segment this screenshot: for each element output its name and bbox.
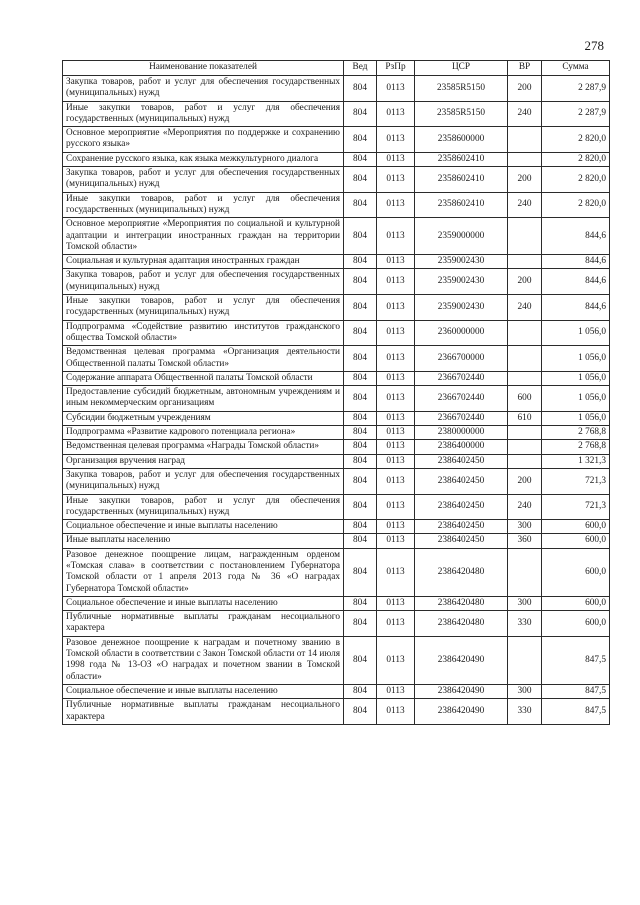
cell-csr: 2366702440 <box>415 386 508 412</box>
cell-csr: 2386420490 <box>415 636 508 684</box>
cell-rzpr: 0113 <box>377 320 415 346</box>
cell-rzpr: 0113 <box>377 494 415 520</box>
cell-vr: 200 <box>508 167 542 193</box>
cell-vr <box>508 346 542 372</box>
cell-vr: 240 <box>508 192 542 218</box>
cell-sum: 844,6 <box>542 269 610 295</box>
cell-ved: 804 <box>344 76 377 102</box>
cell-name: Закупка товаров, работ и услуг для обеспечения государственных (муниципальных) нужд <box>63 167 344 193</box>
cell-ved: 804 <box>344 520 377 534</box>
cell-vr <box>508 454 542 468</box>
table-row <box>63 596 610 610</box>
cell-vr: 360 <box>508 534 542 548</box>
cell-csr: 2386420490 <box>415 684 508 698</box>
cell-vr <box>508 127 542 153</box>
cell-ved: 804 <box>344 255 377 269</box>
cell-name: Основное мероприятие «Мероприятия по поддержке и сохранению русского языка» <box>63 127 344 153</box>
cell-rzpr: 0113 <box>377 76 415 102</box>
cell-rzpr: 0113 <box>377 699 415 725</box>
cell-sum: 847,5 <box>542 684 610 698</box>
cell-csr: 2366700000 <box>415 346 508 372</box>
cell-vr: 300 <box>508 684 542 698</box>
cell-ved: 804 <box>344 346 377 372</box>
table-row <box>63 346 610 372</box>
cell-rzpr: 0113 <box>377 520 415 534</box>
cell-csr: 2366702440 <box>415 411 508 425</box>
cell-name: Ведомственная целевая программа «Организация деятельности Общественной палаты Томской области» <box>63 346 344 372</box>
table-row <box>63 454 610 468</box>
cell-name: Закупка товаров, работ и услуг для обеспечения государственных (муниципальных) нужд <box>63 468 344 494</box>
cell-rzpr: 0113 <box>377 426 415 440</box>
cell-sum: 1 056,0 <box>542 320 610 346</box>
table-row <box>63 320 610 346</box>
cell-ved: 804 <box>344 371 377 385</box>
cell-name: Закупка товаров, работ и услуг для обеспечения государственных (муниципальных) нужд <box>63 76 344 102</box>
cell-csr: 2359000000 <box>415 218 508 255</box>
cell-sum: 600,0 <box>542 611 610 637</box>
cell-csr: 23585R5150 <box>415 101 508 127</box>
cell-rzpr: 0113 <box>377 636 415 684</box>
cell-csr: 2380000000 <box>415 426 508 440</box>
cell-name: Иные закупки товаров, работ и услуг для обеспечения государственных (муниципальных) нужд <box>63 192 344 218</box>
table-row <box>63 167 610 193</box>
cell-sum: 600,0 <box>542 534 610 548</box>
header-name: Наименование показателей <box>63 61 344 76</box>
cell-vr <box>508 440 542 454</box>
cell-rzpr: 0113 <box>377 255 415 269</box>
cell-rzpr: 0113 <box>377 386 415 412</box>
cell-ved: 804 <box>344 218 377 255</box>
cell-sum: 844,6 <box>542 255 610 269</box>
cell-sum: 2 820,0 <box>542 167 610 193</box>
cell-name: Иные закупки товаров, работ и услуг для обеспечения государственных (муниципальных) нужд <box>63 494 344 520</box>
cell-csr: 2386420480 <box>415 596 508 610</box>
cell-vr: 300 <box>508 596 542 610</box>
cell-ved: 804 <box>344 386 377 412</box>
cell-ved: 804 <box>344 494 377 520</box>
cell-rzpr: 0113 <box>377 152 415 166</box>
header-ved: Вед <box>344 61 377 76</box>
cell-ved: 804 <box>344 127 377 153</box>
cell-rzpr: 0113 <box>377 101 415 127</box>
cell-sum: 1 056,0 <box>542 346 610 372</box>
cell-rzpr: 0113 <box>377 371 415 385</box>
cell-name: Предоставление субсидий бюджетным, автономным учреждениям и иным некоммерческим организациям <box>63 386 344 412</box>
cell-sum: 2 768,8 <box>542 426 610 440</box>
cell-csr: 2359002430 <box>415 295 508 321</box>
table-row <box>63 520 610 534</box>
cell-name: Закупка товаров, работ и услуг для обеспечения государственных (муниципальных) нужд <box>63 269 344 295</box>
cell-name: Разовое денежное поощрение лицам, награжденным орденом «Томская слава» в соответствии с постановлением Губернатора Томской области от 1 апреля 2013 года № 36 «О наградах Губернатора Томской области» <box>63 548 344 596</box>
header-rzpr: РзПр <box>377 61 415 76</box>
cell-rzpr: 0113 <box>377 611 415 637</box>
cell-ved: 804 <box>344 320 377 346</box>
cell-rzpr: 0113 <box>377 127 415 153</box>
cell-ved: 804 <box>344 699 377 725</box>
cell-vr <box>508 548 542 596</box>
table-row <box>63 192 610 218</box>
cell-csr: 2386402450 <box>415 494 508 520</box>
table-row <box>63 699 610 725</box>
table-row <box>63 218 610 255</box>
cell-vr: 200 <box>508 76 542 102</box>
cell-rzpr: 0113 <box>377 440 415 454</box>
table-row <box>63 371 610 385</box>
table-row <box>63 468 610 494</box>
cell-vr <box>508 636 542 684</box>
cell-name: Разовое денежное поощрение к наградам и почетному званию в Томской области в соответствии с Закон Томской области от 14 июля 1998 года № 13-ОЗ «О наградах и почетном звании в Томской области» <box>63 636 344 684</box>
cell-ved: 804 <box>344 596 377 610</box>
table-row <box>63 636 610 684</box>
table-row <box>63 269 610 295</box>
cell-csr: 2386420490 <box>415 699 508 725</box>
table-row <box>63 494 610 520</box>
table-row <box>63 295 610 321</box>
cell-ved: 804 <box>344 454 377 468</box>
cell-ved: 804 <box>344 269 377 295</box>
table-row <box>63 684 610 698</box>
table-row <box>63 440 610 454</box>
cell-vr <box>508 426 542 440</box>
cell-csr: 23585R5150 <box>415 76 508 102</box>
cell-csr: 2359002430 <box>415 269 508 295</box>
cell-name: Иные закупки товаров, работ и услуг для обеспечения государственных (муниципальных) нужд <box>63 295 344 321</box>
cell-ved: 804 <box>344 426 377 440</box>
cell-sum: 847,5 <box>542 636 610 684</box>
cell-name: Содержание аппарата Общественной палаты Томской области <box>63 371 344 385</box>
cell-ved: 804 <box>344 411 377 425</box>
cell-vr: 330 <box>508 611 542 637</box>
table-row <box>63 386 610 412</box>
cell-rzpr: 0113 <box>377 534 415 548</box>
cell-csr: 2358602410 <box>415 167 508 193</box>
table-row <box>63 255 610 269</box>
table-row <box>63 411 610 425</box>
table-row <box>63 611 610 637</box>
cell-name: Основное мероприятие «Мероприятия по социальной и культурной адаптации и интеграции иностранных граждан на территории Томской области» <box>63 218 344 255</box>
cell-name: Сохранение русского языка, как языка межкультурного диалога <box>63 152 344 166</box>
cell-vr: 240 <box>508 295 542 321</box>
cell-csr: 2386400000 <box>415 440 508 454</box>
cell-ved: 804 <box>344 548 377 596</box>
table-row <box>63 548 610 596</box>
cell-rzpr: 0113 <box>377 218 415 255</box>
table-row <box>63 426 610 440</box>
cell-name: Публичные нормативные выплаты гражданам несоциального характера <box>63 699 344 725</box>
table-row <box>63 76 610 102</box>
cell-name: Публичные нормативные выплаты гражданам несоциального характера <box>63 611 344 637</box>
cell-vr: 330 <box>508 699 542 725</box>
cell-sum: 721,3 <box>542 468 610 494</box>
cell-vr <box>508 218 542 255</box>
cell-vr: 240 <box>508 494 542 520</box>
cell-vr <box>508 371 542 385</box>
cell-rzpr: 0113 <box>377 468 415 494</box>
cell-csr: 2358602410 <box>415 152 508 166</box>
cell-rzpr: 0113 <box>377 454 415 468</box>
cell-vr <box>508 152 542 166</box>
table-header-row <box>63 61 610 76</box>
cell-name: Субсидии бюджетным учреждениям <box>63 411 344 425</box>
budget-table <box>62 60 610 725</box>
cell-sum: 2 820,0 <box>542 152 610 166</box>
cell-ved: 804 <box>344 611 377 637</box>
cell-rzpr: 0113 <box>377 192 415 218</box>
header-sum: Сумма <box>542 61 610 76</box>
cell-vr: 300 <box>508 520 542 534</box>
cell-vr: 200 <box>508 269 542 295</box>
cell-sum: 844,6 <box>542 218 610 255</box>
cell-sum: 1 056,0 <box>542 371 610 385</box>
cell-rzpr: 0113 <box>377 548 415 596</box>
cell-ved: 804 <box>344 440 377 454</box>
cell-sum: 600,0 <box>542 596 610 610</box>
cell-ved: 804 <box>344 167 377 193</box>
cell-csr: 2358600000 <box>415 127 508 153</box>
cell-name: Социальная и культурная адаптация иностранных граждан <box>63 255 344 269</box>
cell-sum: 1 321,3 <box>542 454 610 468</box>
cell-csr: 2358602410 <box>415 192 508 218</box>
cell-vr <box>508 255 542 269</box>
cell-name: Организация вручения наград <box>63 454 344 468</box>
cell-sum: 2 820,0 <box>542 192 610 218</box>
cell-csr: 2359002430 <box>415 255 508 269</box>
cell-rzpr: 0113 <box>377 411 415 425</box>
cell-vr: 240 <box>508 101 542 127</box>
cell-csr: 2386402450 <box>415 468 508 494</box>
cell-csr: 2386402450 <box>415 534 508 548</box>
cell-ved: 804 <box>344 684 377 698</box>
cell-ved: 804 <box>344 152 377 166</box>
cell-sum: 2 287,9 <box>542 101 610 127</box>
cell-name: Иные выплаты населению <box>63 534 344 548</box>
cell-rzpr: 0113 <box>377 167 415 193</box>
cell-csr: 2386420480 <box>415 548 508 596</box>
cell-vr <box>508 320 542 346</box>
cell-sum: 847,5 <box>542 699 610 725</box>
table-row <box>63 127 610 153</box>
cell-name: Социальное обеспечение и иные выплаты населению <box>63 520 344 534</box>
cell-sum: 1 056,0 <box>542 386 610 412</box>
cell-name: Иные закупки товаров, работ и услуг для обеспечения государственных (муниципальных) нужд <box>63 101 344 127</box>
cell-sum: 2 287,9 <box>542 76 610 102</box>
cell-sum: 721,3 <box>542 494 610 520</box>
table-row <box>63 152 610 166</box>
cell-vr: 600 <box>508 386 542 412</box>
cell-sum: 2 768,8 <box>542 440 610 454</box>
cell-rzpr: 0113 <box>377 596 415 610</box>
cell-ved: 804 <box>344 636 377 684</box>
cell-sum: 600,0 <box>542 520 610 534</box>
page-number: 278 <box>584 38 604 53</box>
cell-name: Социальное обеспечение и иные выплаты населению <box>63 684 344 698</box>
cell-csr: 2386402450 <box>415 454 508 468</box>
header-csr: ЦСР <box>415 61 508 76</box>
cell-name: Подпрограмма «Содействие развитию институтов гражданского общества Томской области» <box>63 320 344 346</box>
cell-vr: 200 <box>508 468 542 494</box>
cell-csr: 2386402450 <box>415 520 508 534</box>
cell-name: Ведомственная целевая программа «Награды Томской области» <box>63 440 344 454</box>
cell-sum: 1 056,0 <box>542 411 610 425</box>
cell-csr: 2360000000 <box>415 320 508 346</box>
cell-sum: 600,0 <box>542 548 610 596</box>
table-row <box>63 101 610 127</box>
cell-csr: 2386420480 <box>415 611 508 637</box>
cell-rzpr: 0113 <box>377 684 415 698</box>
cell-rzpr: 0113 <box>377 269 415 295</box>
cell-ved: 804 <box>344 192 377 218</box>
cell-sum: 844,6 <box>542 295 610 321</box>
cell-rzpr: 0113 <box>377 295 415 321</box>
cell-rzpr: 0113 <box>377 346 415 372</box>
cell-name: Социальное обеспечение и иные выплаты населению <box>63 596 344 610</box>
cell-sum: 2 820,0 <box>542 127 610 153</box>
cell-ved: 804 <box>344 468 377 494</box>
cell-ved: 804 <box>344 101 377 127</box>
cell-ved: 804 <box>344 295 377 321</box>
cell-name: Подпрограмма «Развитие кадрового потенциала региона» <box>63 426 344 440</box>
table-row <box>63 534 610 548</box>
cell-vr: 610 <box>508 411 542 425</box>
cell-csr: 2366702440 <box>415 371 508 385</box>
header-vr: ВР <box>508 61 542 76</box>
cell-ved: 804 <box>344 534 377 548</box>
